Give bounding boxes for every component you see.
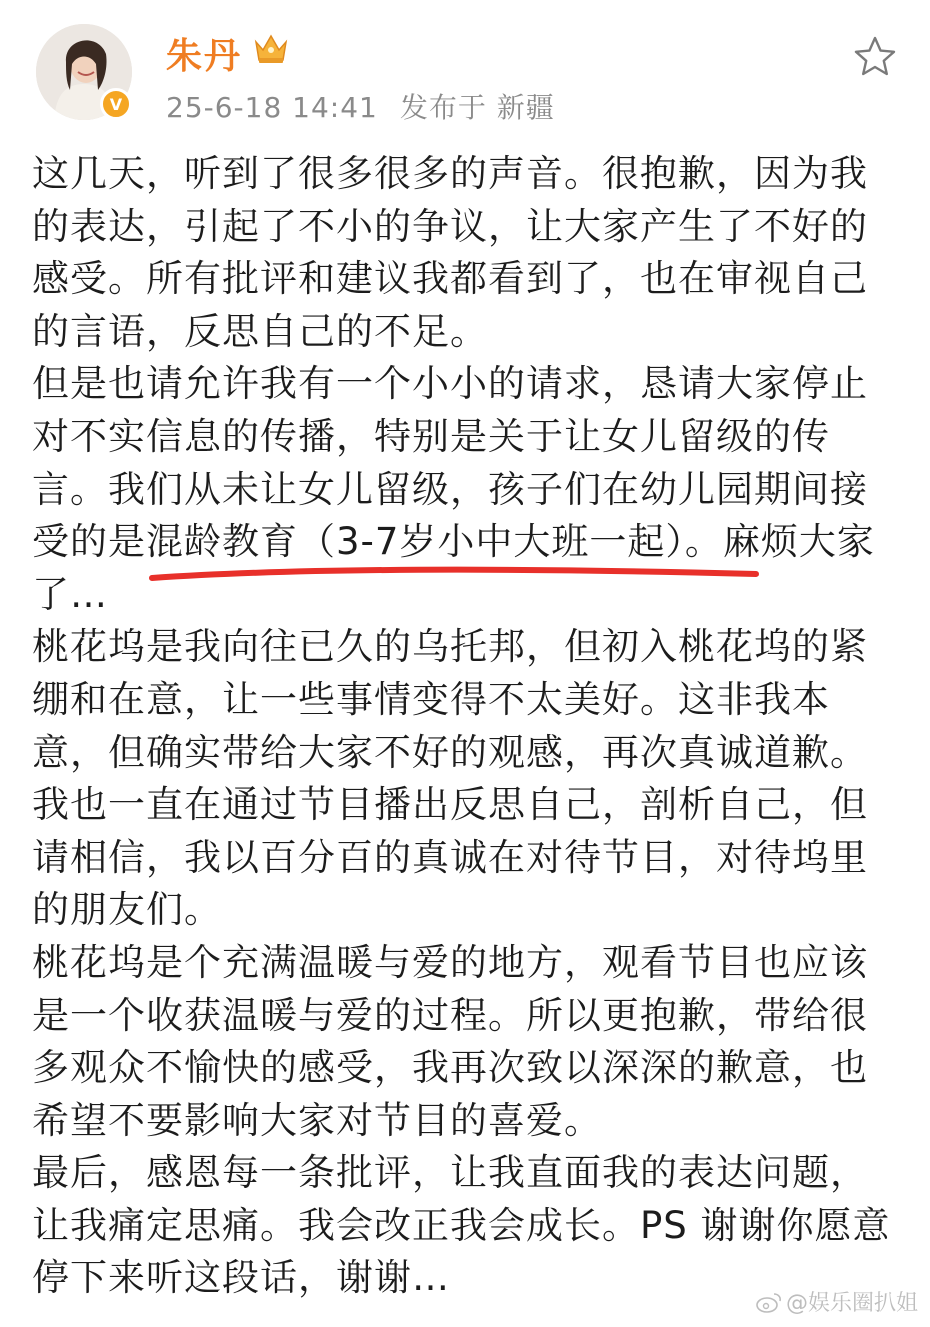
post-location: 发布于 新疆 bbox=[399, 91, 555, 124]
username[interactable]: 朱丹 bbox=[166, 36, 243, 77]
post-paragraph: 但是也请允许我有一个小小的请求，恳请大家停止对不实信息的传播，特别是关于让女儿留级的传言。我们从未让女儿留级，孩子们在幼儿园期间接受的是混龄教育（3-7岁小中大班一起）。麻烦大家了… bbox=[32, 362, 875, 616]
verified-badge-icon: V bbox=[100, 88, 132, 120]
crown-icon[interactable] bbox=[252, 30, 290, 66]
post-paragraph: 这几天，听到了很多很多的声音。很抱歉，因为我的表达，引起了不小的争议，让大家产生了不好的感受。所有批评和建议我都看到了，也在审视自己的言语，反思自己的不足。 bbox=[32, 152, 868, 353]
weibo-icon bbox=[756, 1291, 782, 1313]
watermark bbox=[756, 1286, 918, 1317]
red-underline-annotation bbox=[148, 560, 760, 588]
post-timestamp: 25-6-18 14:41 bbox=[166, 91, 378, 124]
post-paragraph: 桃花坞是个充满温暖与爱的地方，观看节目也应该是一个收获温暖与爱的过程。所以更抱歉，带给很多观众不愉快的感受，我再次致以深深的歉意，也希望不要影响大家对节目的喜爱。 bbox=[32, 940, 868, 1142]
post-paragraph: 最后，感恩每一条批评，让我直面我的表达问题，让我痛定思痛。我会改正我会成长。PS 谢谢你愿意停下来听这段话，谢谢… bbox=[32, 1151, 891, 1300]
post-paragraph: 桃花坞是我向往已久的乌托邦，但初入桃花坞的紧绷和在意，让一些事情变得不太美好。这非我本意，但确实带给大家不好的观感，再次真诚道歉。我也一直在通过节目播出反思自己，剖析自己，但请相信，我以百分百的真诚在对待节目，对待坞里的朋友们。 bbox=[32, 625, 868, 932]
post-body bbox=[32, 148, 898, 1305]
post-header bbox=[0, 0, 930, 135]
star-icon[interactable] bbox=[852, 34, 898, 80]
post-meta bbox=[166, 86, 577, 126]
watermark-text: @娱乐圈扒姐 bbox=[785, 1291, 918, 1316]
